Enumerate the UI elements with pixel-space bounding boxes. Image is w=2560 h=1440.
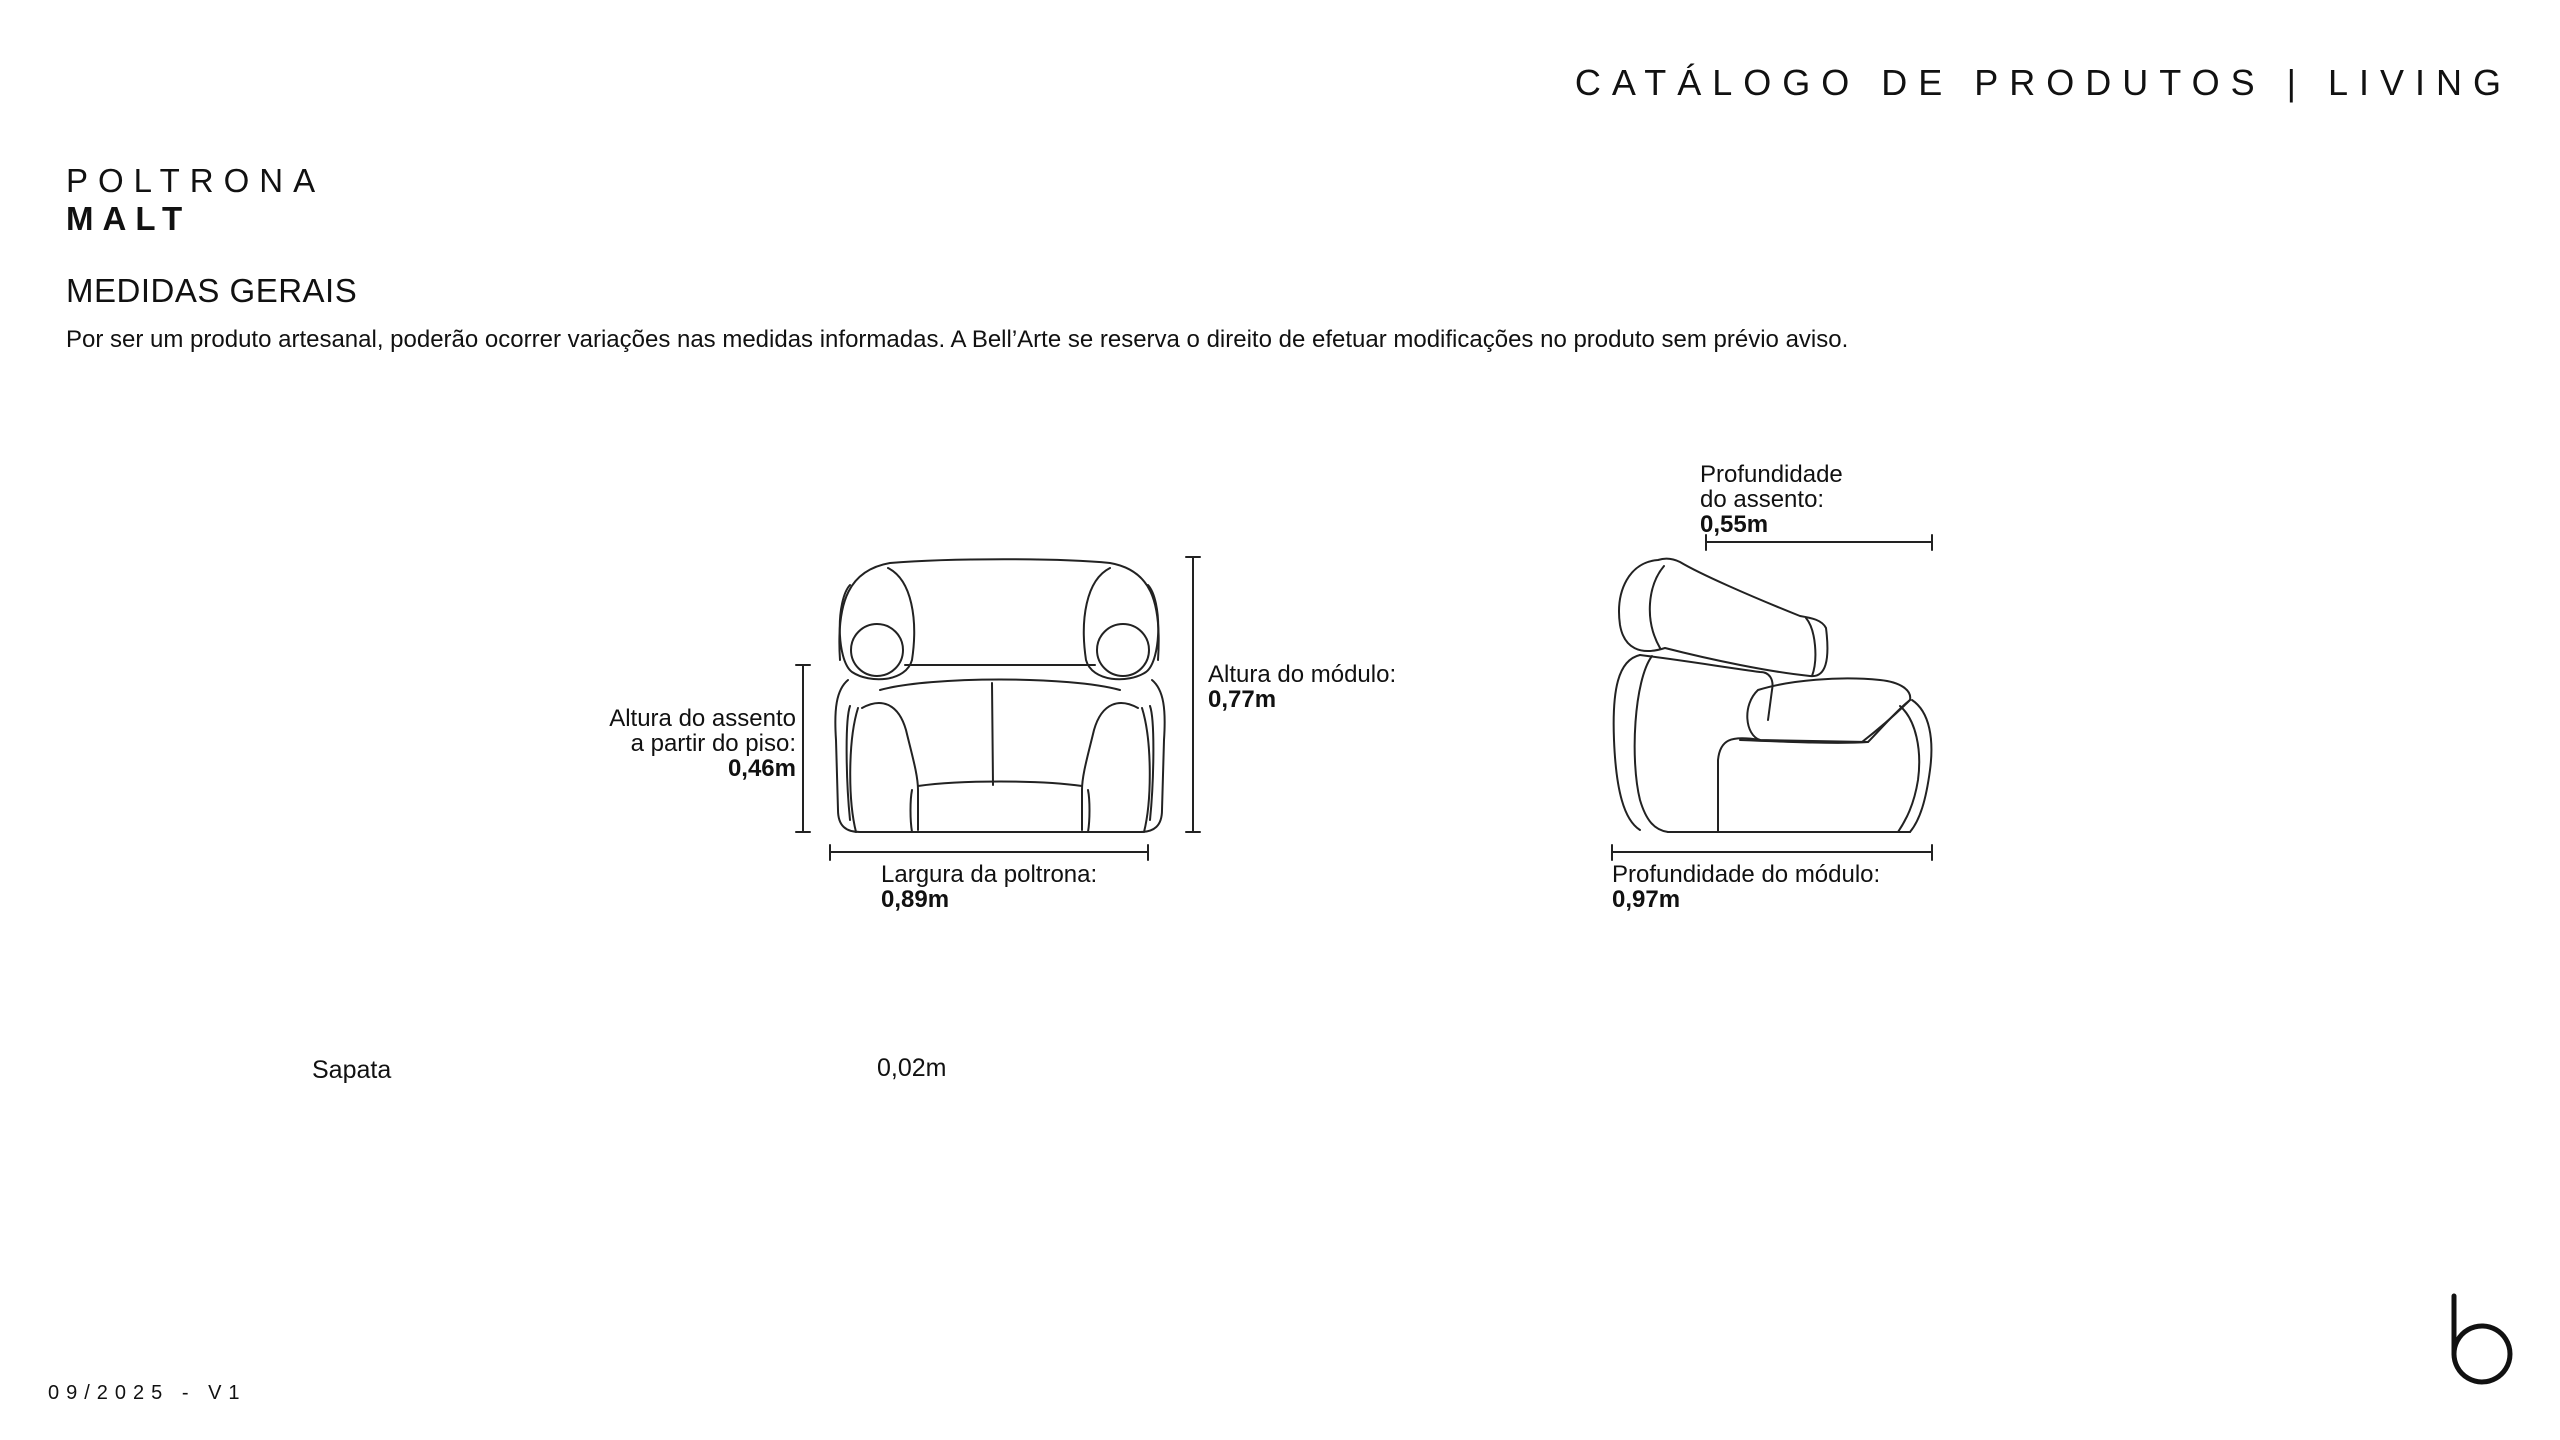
version-label: 09/2025 - V1 [48, 1382, 247, 1404]
seat-depth-value: 0,55m [1700, 511, 1769, 538]
seat-height-label-line2: a partir do piso: [630, 730, 796, 757]
chair-width-dimension [881, 862, 1097, 912]
brand-b-logo-icon [2448, 1292, 2520, 1388]
seat-height-label-line1: Altura do assento [609, 705, 796, 732]
sapata-label: Sapata [312, 1056, 392, 1084]
catalog-header-title: CATÁLOGO DE PRODUTOS | LIVING [1574, 62, 2512, 103]
module-depth-value: 0,97m [1612, 886, 1681, 913]
module-height-value: 0,77m [1208, 686, 1277, 713]
armchair-side-view-drawing [1614, 559, 1932, 832]
seat-height-value: 0,46m [727, 755, 796, 782]
disclaimer-text: Por ser um produto artesanal, poderão ocorrer variações nas medidas informadas. A Bell’Arte se reserva o direito de efetuar modificações no produto sem prévio aviso. [66, 326, 1849, 353]
seat-depth-dimension [1700, 462, 1843, 537]
seat-depth-label-line2: do assento: [1700, 486, 1825, 513]
dimension-lines-front [796, 557, 1200, 860]
module-height-label: Altura do módulo: [1208, 661, 1397, 688]
seat-depth-label-line1: Profundidade [1700, 461, 1843, 488]
chair-width-value: 0,89m [881, 886, 950, 913]
module-depth-label: Profundidade do módulo: [1612, 861, 1881, 888]
product-name: MALT [66, 200, 192, 237]
chair-width-label: Largura da poltrona: [881, 861, 1098, 888]
section-title: MEDIDAS GERAIS [66, 272, 358, 309]
module-depth-dimension [1612, 862, 1880, 912]
sapata-value: 0,02m [877, 1054, 947, 1082]
seat-height-dimension [609, 706, 796, 781]
armchair-front-view-drawing [835, 559, 1164, 832]
product-type: POLTRONA [66, 162, 326, 199]
module-height-dimension [1208, 662, 1396, 712]
